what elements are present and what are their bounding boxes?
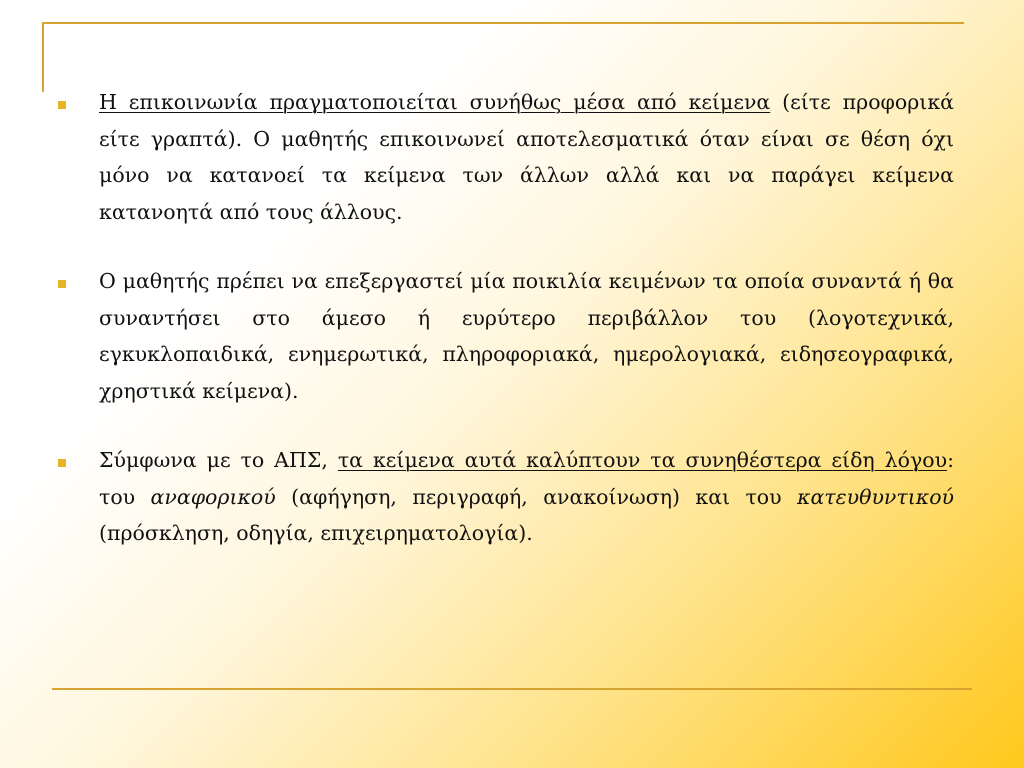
- square-bullet-icon: [58, 101, 66, 109]
- square-bullet-icon: [58, 280, 66, 288]
- bullet-item-text-variety: [58, 263, 954, 409]
- bullet-text: [99, 442, 954, 552]
- top-decorative-line: [42, 22, 964, 24]
- underlined-phrase: τα κείμενα αυτά καλύπτουν τα συνηθέστερα είδη λόγου: [337, 448, 948, 472]
- bullet-text: Ο μαθητής πρέπει να επεξεργαστεί μία ποικιλία κειμένων τα οποία συναντά ή θα συναντήσει στο άμεσο ή ευρύτερο περιβάλλον του (λογοτεχνικά, εγκυκλοπαιδικά, ενημερωτικά, πληροφοριακά, ημερολογιακά, ειδησεογραφικά, χρηστικά κείμενα).: [99, 269, 954, 403]
- bullet-text: [99, 84, 954, 230]
- bullet-text-part: (πρόσκληση, οδηγία, επιχειρηματολογία).: [99, 521, 533, 545]
- bullet-item-aps: [58, 442, 954, 552]
- bullet-text-prefix: Σύμφωνα με το ΑΠΣ,: [99, 448, 338, 472]
- bullet-list: [58, 84, 954, 585]
- bottom-decorative-line: [52, 688, 972, 690]
- bullet-text-part: : του: [99, 448, 954, 509]
- bullet-text-part: (αφήγηση, περιγραφή, ανακοίνωση) και του: [275, 484, 798, 509]
- italic-term: κατευθυντικού: [797, 484, 954, 509]
- left-decorative-line: [42, 22, 44, 92]
- bullet-text-rest: (είτε προφορικά είτε γραπτά). Ο μαθητής επικοινωνεί αποτελεσματικά όταν είναι σε θέση όχι μόνο να κατανοεί τα κείμενα των άλλων αλλά και να παράγει κείμενα κατανοητά από τους άλλους.: [99, 90, 954, 224]
- square-bullet-icon: [58, 459, 66, 467]
- underlined-phrase: Η επικοινωνία πραγματοποιείται συνήθως μέσα από κείμενα: [99, 90, 771, 114]
- bullet-item-communication: [58, 84, 954, 230]
- italic-term: αναφορικού: [150, 484, 276, 509]
